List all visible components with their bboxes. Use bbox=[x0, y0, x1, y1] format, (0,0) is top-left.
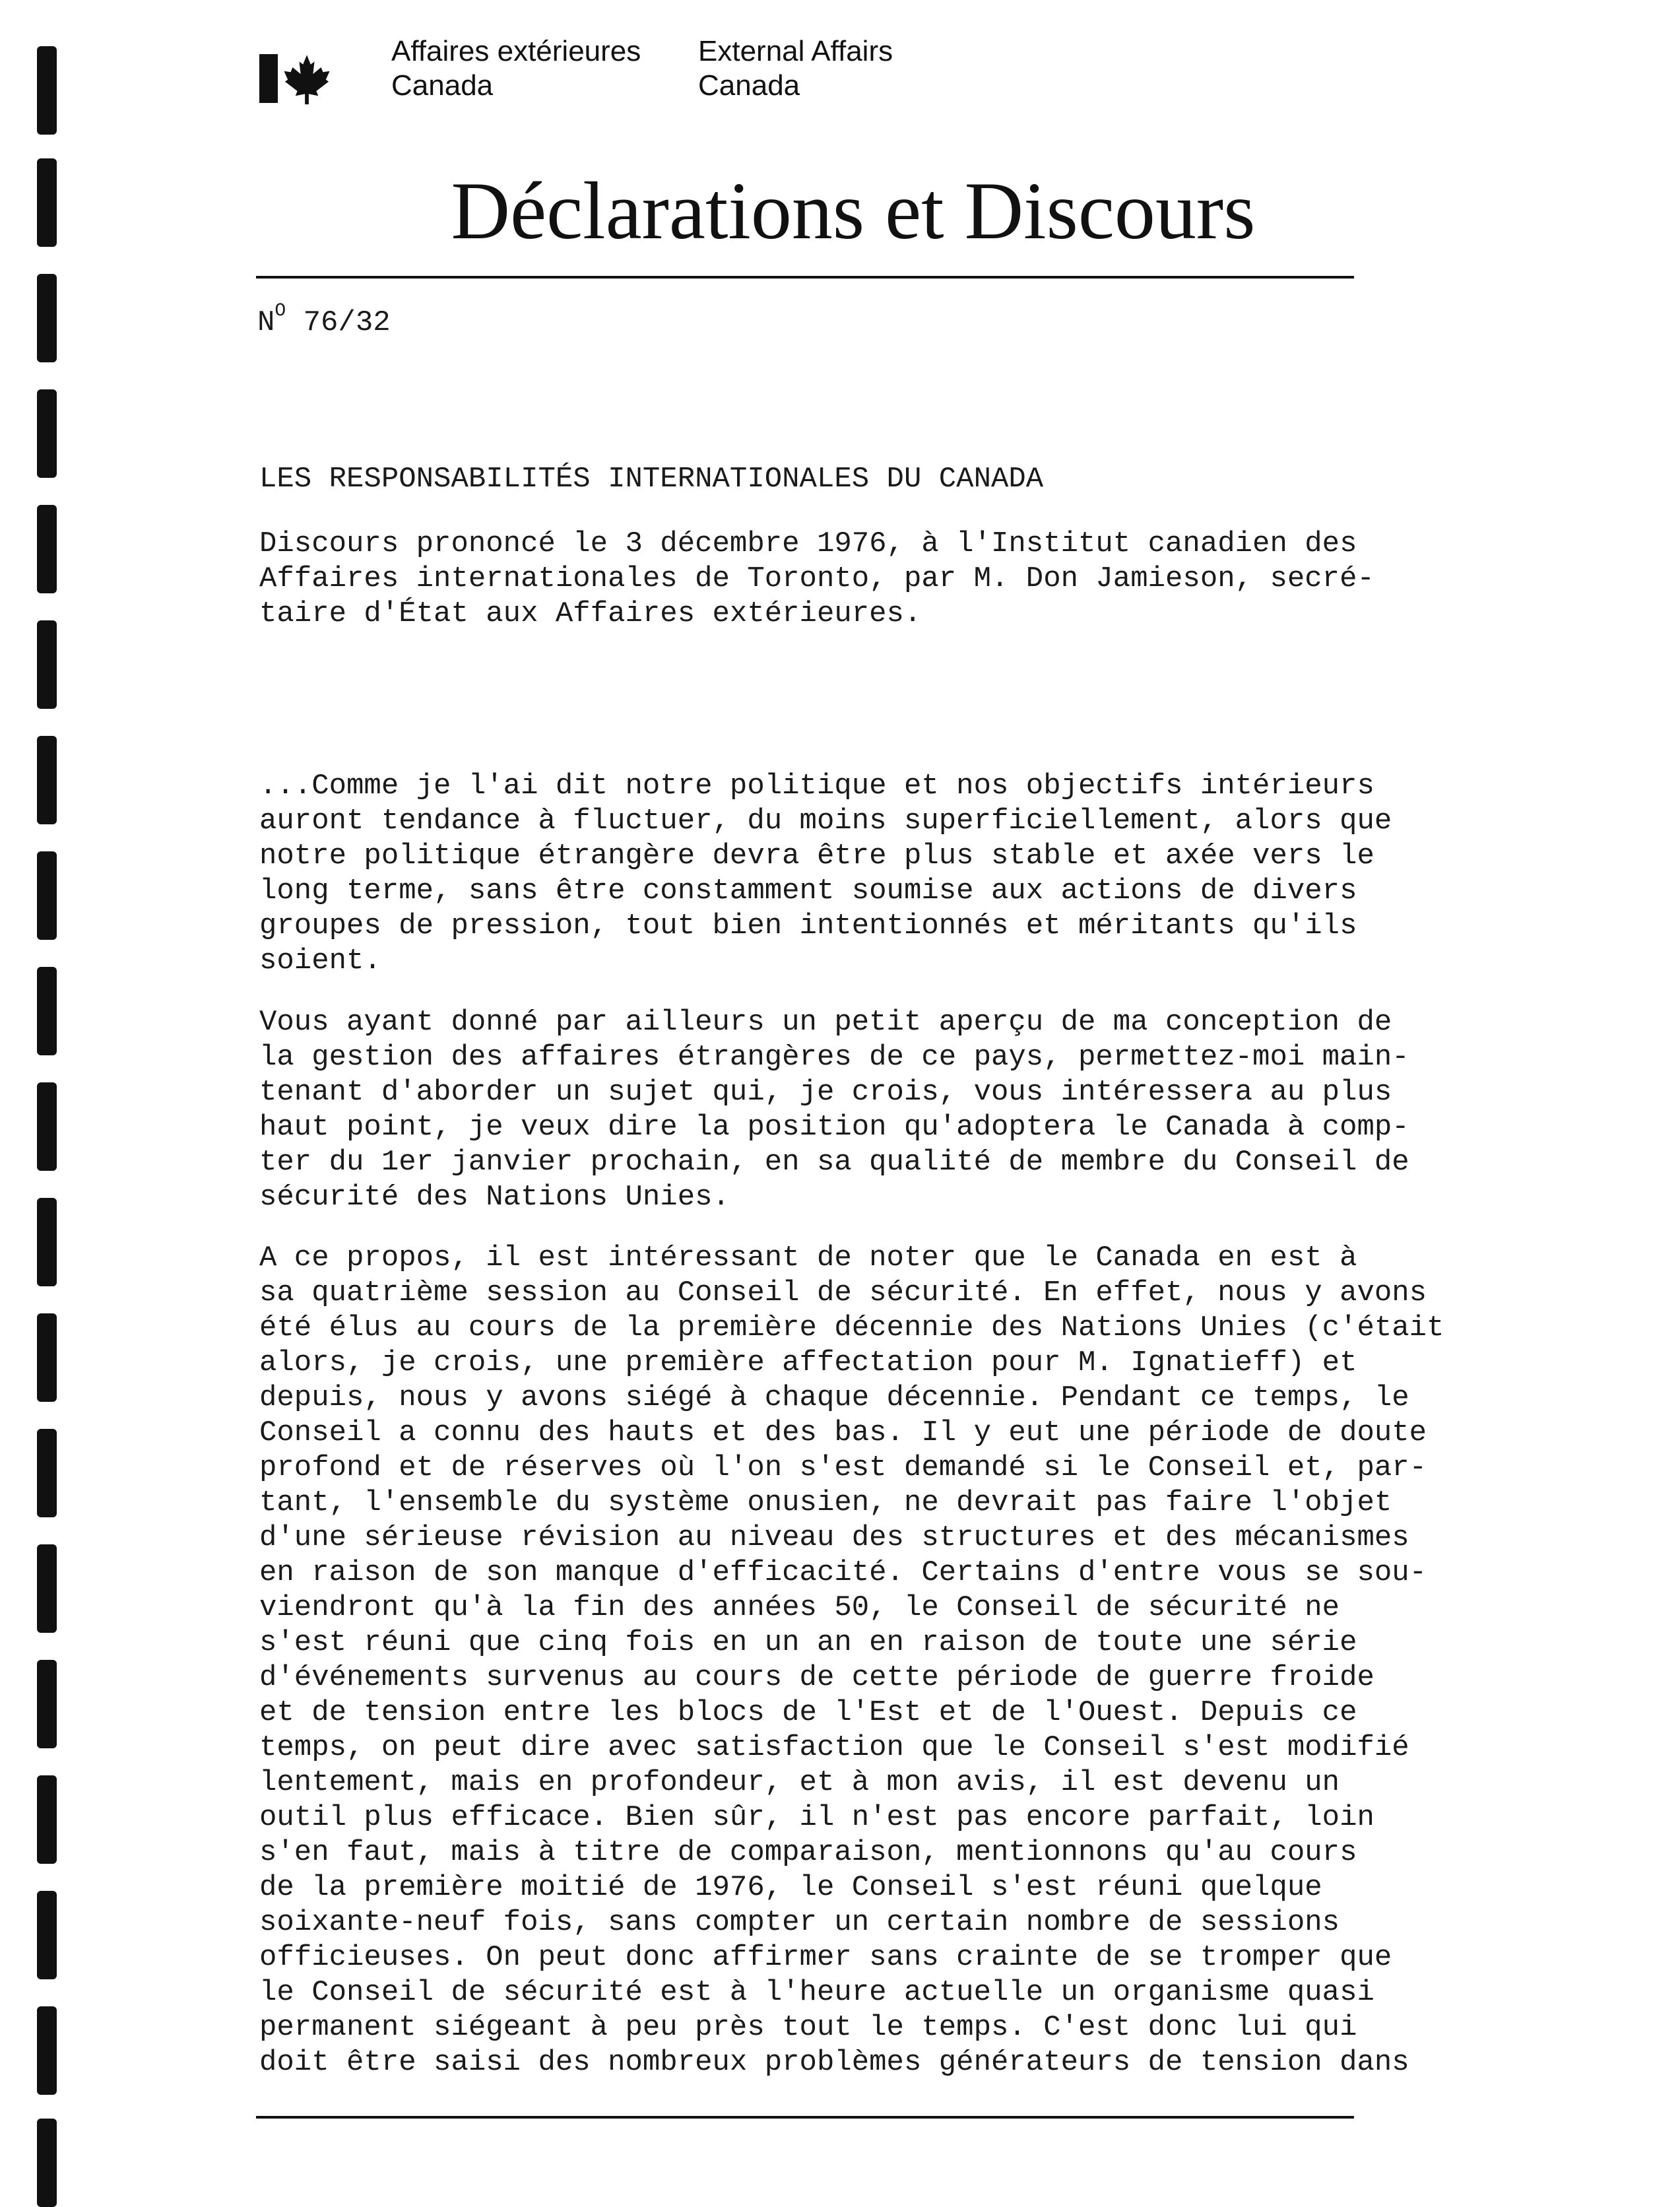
paragraph-1 bbox=[259, 769, 1392, 979]
text-line: Conseil a connu des hauts et des bas. Il y eut une période de doute bbox=[259, 1416, 1427, 1449]
binder-mark bbox=[37, 620, 57, 709]
binder-marks bbox=[37, 40, 63, 2178]
binder-mark bbox=[37, 1660, 57, 1748]
text-line: depuis, nous y avons siégé à chaque décennie. Pendant ce temps, le bbox=[259, 1381, 1409, 1414]
letterhead bbox=[259, 34, 1249, 114]
text-line: doit être saisi des nombreux problèmes générateurs de tension dans bbox=[259, 2046, 1409, 2079]
page-title: Déclarations et Discours bbox=[451, 166, 1256, 256]
text-line: profond et de réserves où l'on s'est demandé si le Conseil et, par- bbox=[259, 1451, 1427, 1484]
text-line: A ce propos, il est intéressant de noter que le Canada en est à bbox=[259, 1241, 1357, 1274]
binder-mark bbox=[37, 1544, 57, 1633]
binder-mark bbox=[37, 736, 57, 824]
text-line: sécurité des Nations Unies. bbox=[259, 1181, 730, 1214]
subtitle-line: Discours prononcé le 3 décembre 1976, à l'Institut canadien des bbox=[259, 527, 1357, 560]
doc-number-value: 76/32 bbox=[303, 306, 391, 339]
paragraph-3 bbox=[259, 1241, 1444, 2080]
binder-mark bbox=[37, 46, 57, 135]
text-line: tenant d'aborder un sujet qui, je crois, vous intéressera au plus bbox=[259, 1076, 1392, 1109]
text-line: et de tension entre les blocs de l'Est et de l'Ouest. Depuis ce bbox=[259, 1696, 1357, 1729]
binder-mark bbox=[37, 1429, 57, 1517]
text-line: la gestion des affaires étrangères de ce pays, permettez-moi main- bbox=[259, 1041, 1409, 1074]
text-line: temps, on peut dire avec satisfaction que le Conseil s'est modifié bbox=[259, 1731, 1409, 1764]
header-rule bbox=[256, 276, 1354, 279]
binder-mark bbox=[37, 1775, 57, 1864]
text-line: long terme, sans être constamment soumise aux actions de divers bbox=[259, 874, 1357, 907]
doc-number-prefix: N bbox=[257, 306, 275, 339]
text-line: ter du 1er janvier prochain, en sa qualité de membre du Conseil de bbox=[259, 1146, 1409, 1179]
subtitle-line: taire d'État aux Affaires extérieures. bbox=[259, 597, 922, 630]
text-line: été élus au cours de la première décennie des Nations Unies (c'était bbox=[259, 1311, 1444, 1344]
text-line: groupes de pression, tout bien intentionnés et méritants qu'ils bbox=[259, 909, 1357, 942]
text-line: s'est réuni que cinq fois en un an en raison de toute une série bbox=[259, 1626, 1357, 1659]
text-line: notre politique étrangère devra être plus stable et axée vers le bbox=[259, 840, 1374, 873]
doc-number-superscript: O bbox=[275, 301, 286, 321]
binder-mark bbox=[37, 1198, 57, 1286]
binder-mark bbox=[37, 2006, 57, 2095]
department-en-line: External Affairs bbox=[698, 35, 893, 67]
flag-bar-logo bbox=[259, 54, 278, 103]
text-line: d'une sérieuse révision au niveau des structures et des mécanismes bbox=[259, 1521, 1409, 1554]
text-line: tant, l'ensemble du système onusien, ne devrait pas faire l'objet bbox=[259, 1486, 1392, 1519]
binder-mark bbox=[37, 1313, 57, 1402]
binder-mark bbox=[37, 2119, 57, 2207]
department-fr-country: Canada bbox=[391, 69, 494, 102]
text-line: s'en faut, mais à titre de comparaison, mentionnons qu'au cours bbox=[259, 1836, 1357, 1869]
text-line: auront tendance à fluctuer, du moins superficiellement, alors que bbox=[259, 805, 1392, 838]
binder-mark bbox=[37, 1082, 57, 1171]
text-line: lentement, mais en profondeur, et à mon avis, il est devenu un bbox=[259, 1766, 1340, 1799]
text-line: de la première moitié de 1976, le Conseil s'est réuni quelque bbox=[259, 1871, 1322, 1904]
subtitle-line: Affaires internationales de Toronto, par M. Don Jamieson, secré- bbox=[259, 562, 1374, 595]
binder-mark bbox=[37, 1891, 57, 1979]
footer-rule bbox=[256, 2116, 1354, 2119]
text-line: en raison de son manque d'efficacité. Certains d'entre vous se sou- bbox=[259, 1556, 1427, 1589]
binder-mark bbox=[37, 274, 57, 362]
document-number bbox=[257, 292, 391, 343]
text-line: sa quatrième session au Conseil de sécurité. En effet, nous y avons bbox=[259, 1276, 1427, 1309]
text-line: d'événements survenus au cours de cette période de guerre froide bbox=[259, 1661, 1374, 1694]
text-line: viendront qu'à la fin des années 50, le Conseil de sécurité ne bbox=[259, 1591, 1340, 1624]
speech-subtitle bbox=[259, 527, 1381, 632]
text-line: alors, je crois, une première affectation pour M. Ignatieff) et bbox=[259, 1346, 1357, 1379]
maple-leaf-icon bbox=[283, 53, 331, 106]
document-heading: LES RESPONSABILITÉS INTERNATIONALES DU CANADA bbox=[259, 463, 1044, 496]
text-line: permanent siégeant à peu près tout le temps. C'est donc lui qui bbox=[259, 2011, 1357, 2044]
department-fr-line: Affaires extérieures bbox=[391, 35, 641, 67]
text-line: outil plus efficace. Bien sûr, il n'est pas encore parfait, loin bbox=[259, 1801, 1374, 1834]
text-line: le Conseil de sécurité est à l'heure actuelle un organisme quasi bbox=[259, 1976, 1374, 2009]
text-line: Vous ayant donné par ailleurs un petit aperçu de ma conception de bbox=[259, 1006, 1392, 1039]
binder-mark bbox=[37, 505, 57, 593]
department-en-country: Canada bbox=[698, 69, 800, 102]
text-line: soixante-neuf fois, sans compter un certain nombre de sessions bbox=[259, 1906, 1340, 1939]
text-line: soient. bbox=[259, 944, 381, 977]
paragraph-2 bbox=[259, 1005, 1409, 1215]
binder-mark bbox=[37, 851, 57, 940]
department-name-en bbox=[698, 34, 893, 103]
text-line: haut point, je veux dire la position qu'adoptera le Canada à comp- bbox=[259, 1111, 1409, 1144]
binder-mark bbox=[37, 967, 57, 1055]
text-line: ...Comme je l'ai dit notre politique et nos objectifs intérieurs bbox=[259, 770, 1374, 803]
text-line: officieuses. On peut donc affirmer sans crainte de se tromper que bbox=[259, 1941, 1392, 1974]
department-name-fr bbox=[391, 34, 641, 103]
binder-mark bbox=[37, 389, 57, 478]
